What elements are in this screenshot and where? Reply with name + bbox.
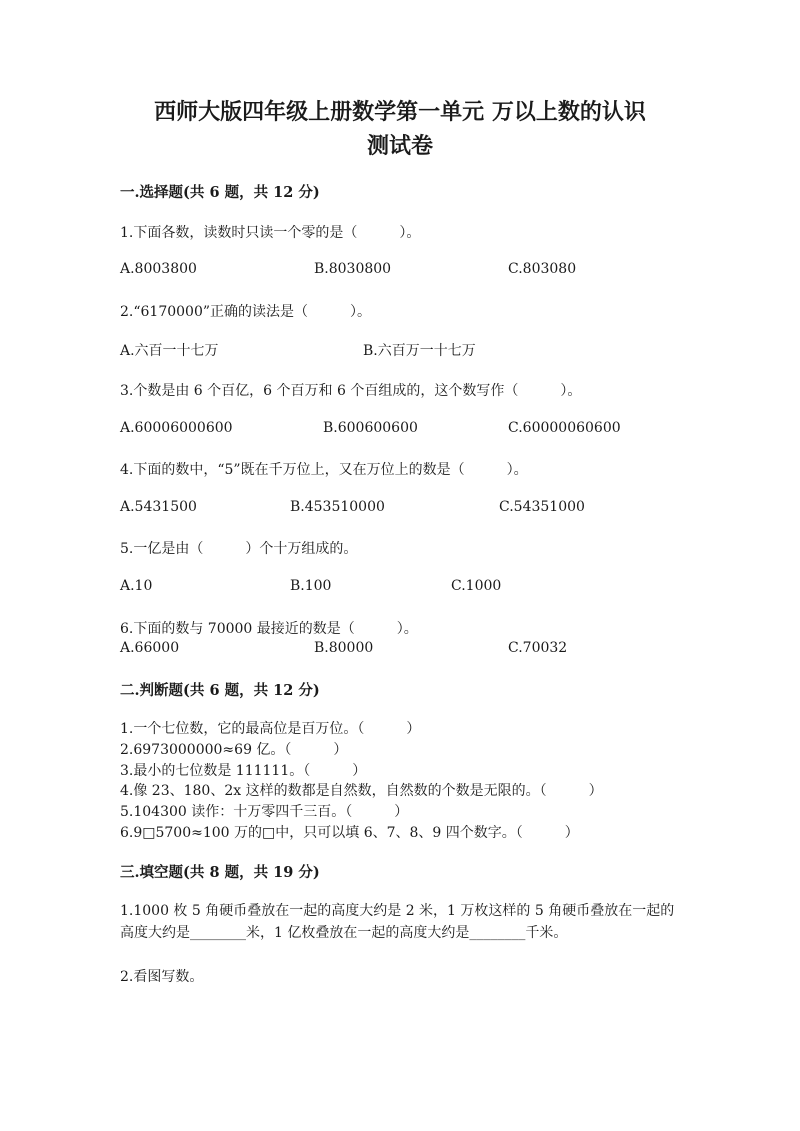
- option-1c: C.803080: [508, 261, 577, 277]
- option-5a: A.10: [120, 578, 153, 594]
- option-6c: C.70032: [508, 640, 568, 656]
- section-heading-choice: 一.选择题(共 6 题，共 12 分): [120, 184, 320, 201]
- option-5b: B.100: [290, 578, 332, 594]
- option-6b: B.80000: [314, 640, 374, 656]
- option-3c: C.60000060600: [508, 420, 621, 436]
- question-1: 1.下面各数，读数时只读一个零的是（ ）。: [120, 225, 421, 241]
- fill-in-question-2: 2.看图写数。: [120, 969, 204, 985]
- option-2a: A.六百一十七万: [120, 343, 219, 359]
- option-4c: C.54351000: [499, 499, 585, 515]
- judgement-item-4: 4.像 23、180、2x 这样的数都是自然数，自然数的个数是无限的。（ ）: [120, 783, 603, 799]
- option-6a: A.66000: [120, 640, 180, 656]
- page-title: 西师大版四年级上册数学第一单元 万以上数的认识: [154, 99, 646, 125]
- question-2: 2.“6170000”正确的读法是（ ）。: [120, 304, 372, 320]
- judgement-item-2: 2.6973000000≈69 亿。（ ）: [120, 742, 348, 758]
- question-5: 5.一亿是由（ ）个十万组成的。: [120, 541, 358, 557]
- option-1a: A.8003800: [120, 261, 197, 277]
- page-title-line2: 测试卷: [366, 133, 433, 159]
- option-1b: B.8030800: [314, 261, 392, 277]
- judgement-item-1: 1.一个七位数，它的最高位是百万位。（ ）: [120, 721, 421, 737]
- question-6: 6.下面的数与 70000 最接近的数是（ ）。: [120, 621, 418, 637]
- judgement-item-6: 6.9□5700≈100 万的□中，只可以填 6、7、8、9 四个数字。（ ）: [120, 825, 579, 841]
- question-3: 3.个数是由 6 个百亿，6 个百万和 6 个百组成的，这个数写作（ ）。: [120, 383, 582, 399]
- option-4a: A.5431500: [120, 499, 197, 515]
- option-3a: A.60006000600: [120, 420, 233, 436]
- judgement-item-5: 5.104300 读作：十万零四千三百。（ ）: [120, 804, 409, 820]
- option-3b: B.600600600: [323, 420, 418, 436]
- section-heading-judgement: 二.判断题(共 6 题，共 12 分): [120, 682, 320, 699]
- question-4: 4.下面的数中，“5”既在千万位上，又在万位上的数是（ ）。: [120, 462, 528, 478]
- fill-in-question-1: 1.1000 枚 5 角硬币叠放在一起的高度大约是 2 米，1 万枚这样的 5 角硬币叠放在一起的高度大约是________米，1 亿枚叠放在一起的高度大约是________千米。: [120, 903, 675, 941]
- section-heading-fill-in: 三.填空题(共 8 题，共 19 分): [120, 864, 320, 881]
- judgement-item-3: 3.最小的七位数是 111111。（ ）: [120, 763, 367, 779]
- option-2b: B.六百万一十七万: [363, 343, 476, 359]
- option-4b: B.453510000: [290, 499, 385, 515]
- option-5c: C.1000: [451, 578, 502, 594]
